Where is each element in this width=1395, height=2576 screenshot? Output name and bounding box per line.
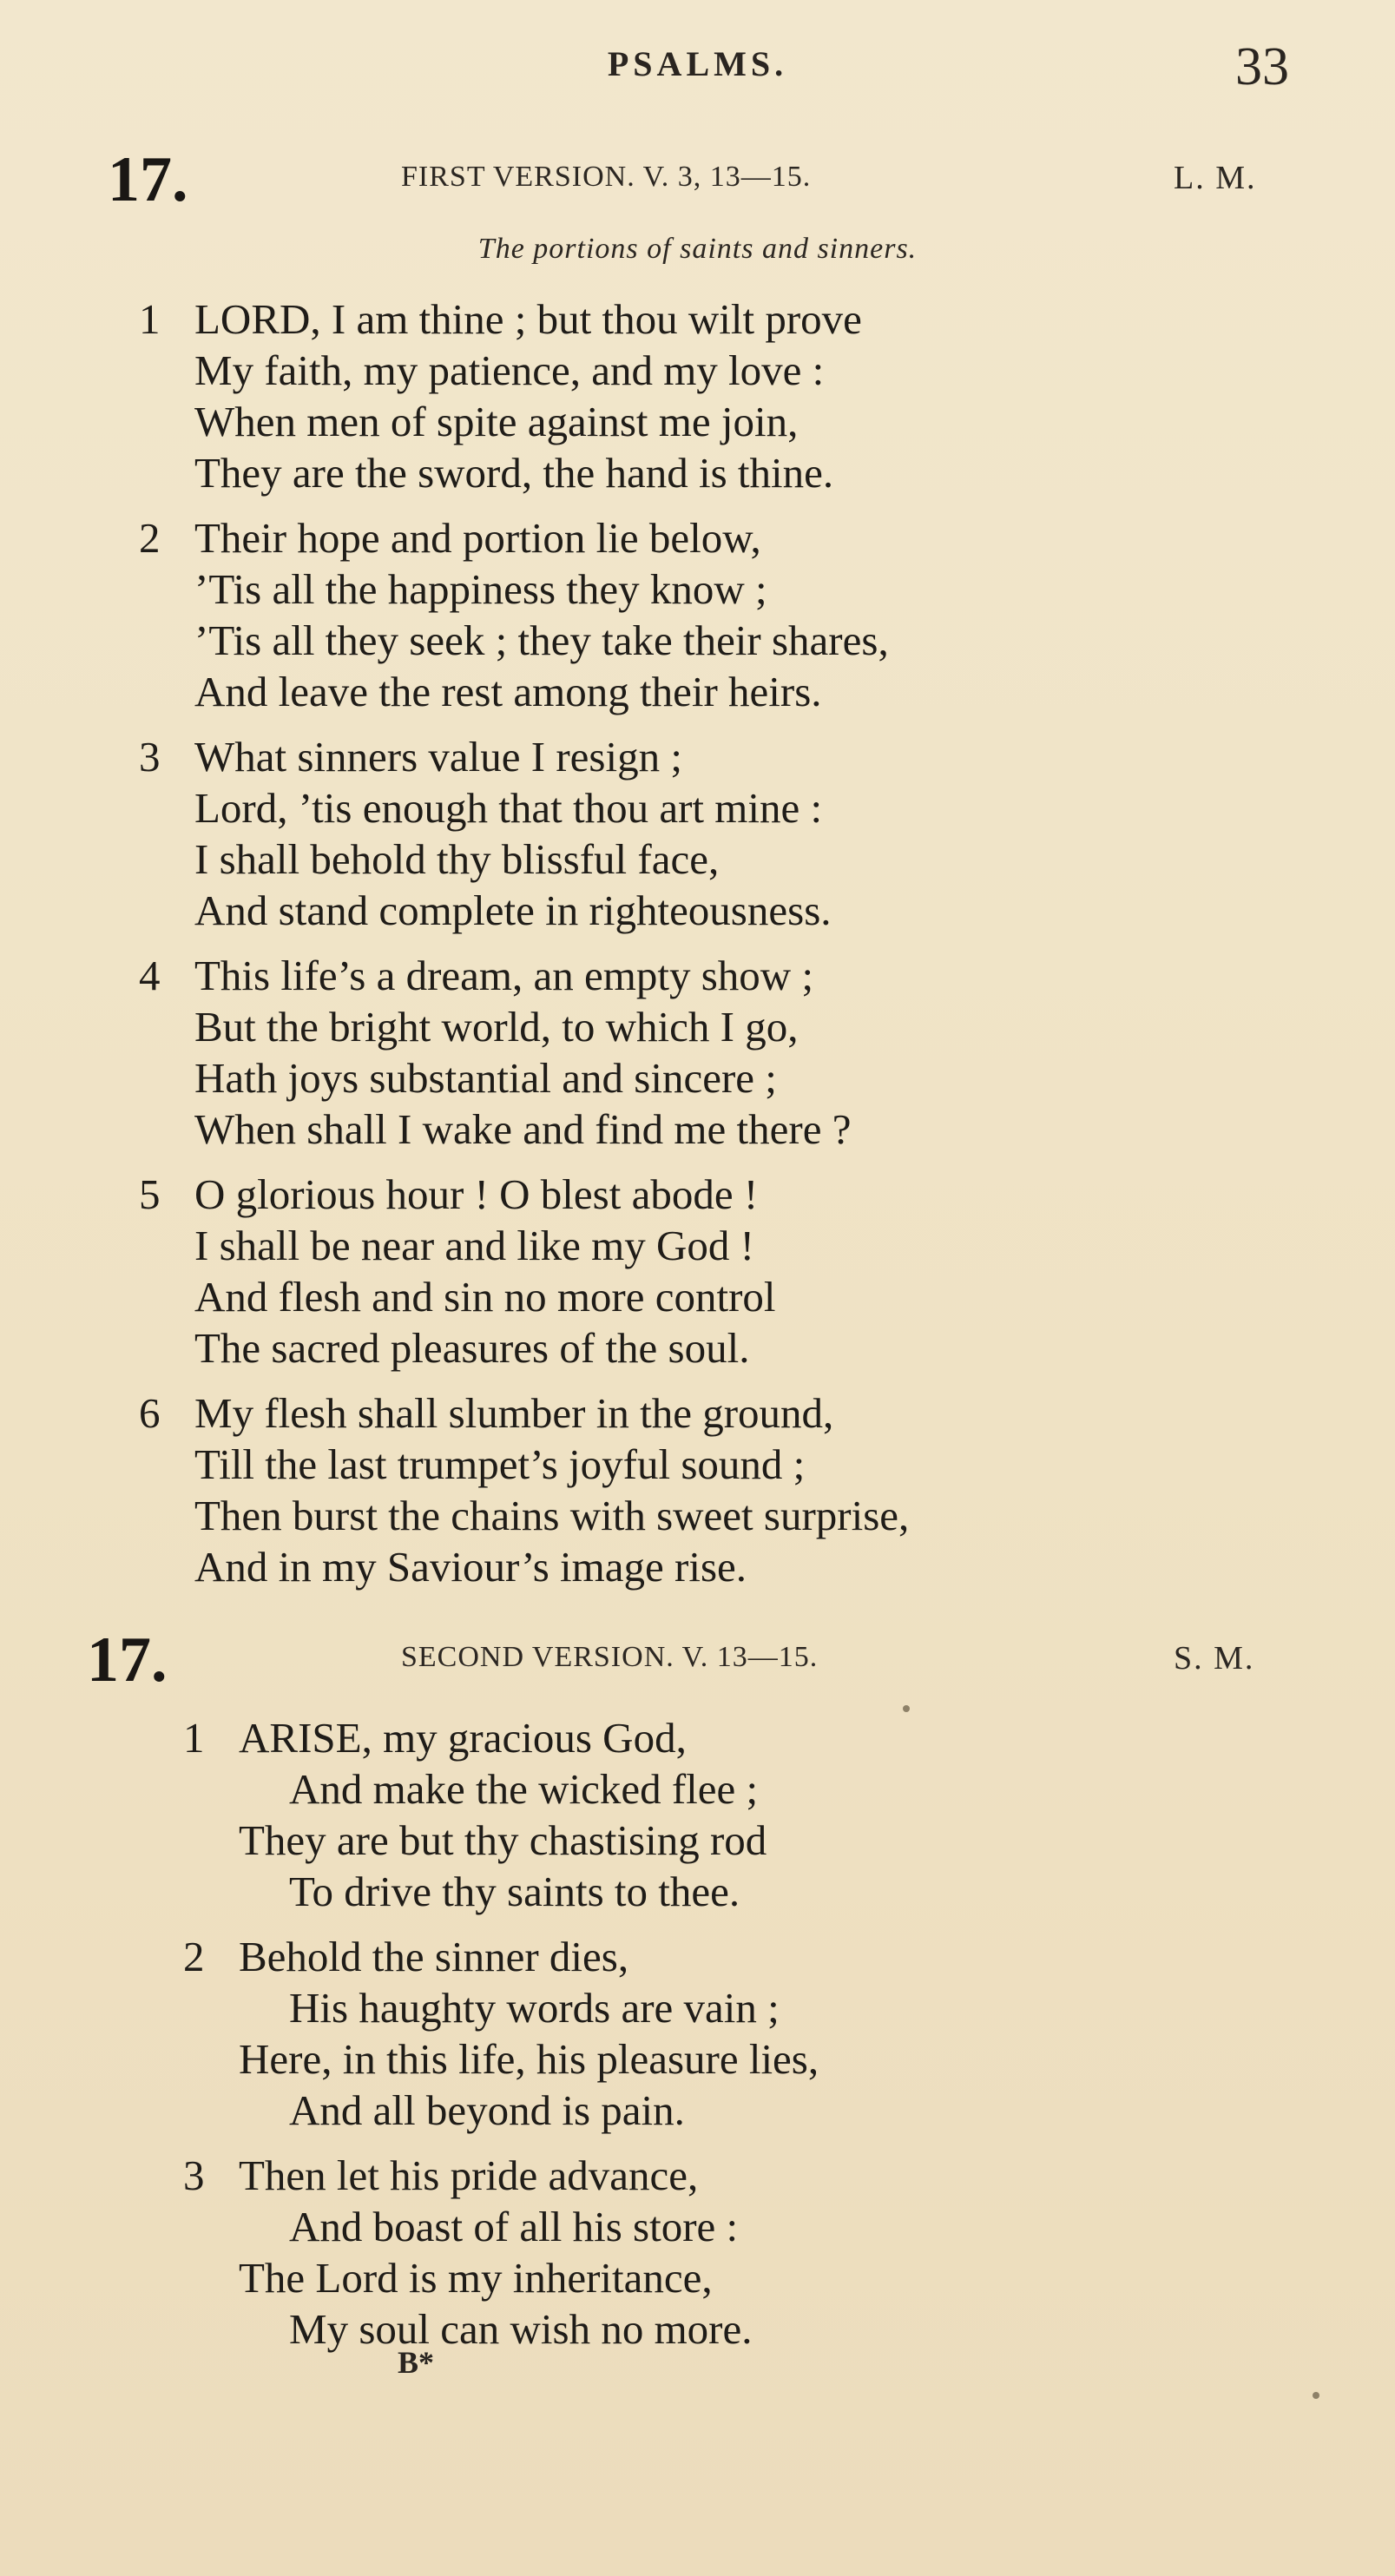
meter-label: S. M. <box>1174 1640 1255 1677</box>
verse-line: ’Tis all they seek ; they take their shares, <box>194 616 889 664</box>
verse-line: And stand complete in righteousness. <box>194 886 832 934</box>
verse-line: 2 Behold the sinner dies, <box>183 1933 629 1980</box>
verse-line: They are but thy chastising rod <box>239 1816 767 1864</box>
verse-line: 5 O glorious hour ! O blest abode ! <box>139 1170 759 1218</box>
stanza-number: 6 <box>139 1389 161 1437</box>
stanza-number: 2 <box>139 514 161 562</box>
version-title: SECOND VERSION. V. 13—15. <box>401 1641 819 1673</box>
stanza-number: 3 <box>183 2151 205 2199</box>
hymn-number: 17. <box>87 1624 168 1696</box>
verse-line: 2 Their hope and portion lie below, <box>139 514 761 562</box>
verse-line: And in my Saviour’s image rise. <box>194 1543 747 1591</box>
verse-line: 3 What sinners value I resign ; <box>139 733 682 781</box>
verse-line: The Lord is my inheritance, <box>239 2254 713 2302</box>
stanza-number: 2 <box>183 1933 205 1980</box>
running-head: PSALMS. <box>607 44 788 83</box>
stanza <box>183 2150 753 2355</box>
verse-line: And make the wicked flee ; <box>289 1765 759 1813</box>
stanza-number: 1 <box>139 295 161 343</box>
verse-line: 4 This life’s a dream, an empty show ; <box>139 952 814 999</box>
verse-line: And all beyond is pain. <box>289 2086 685 2134</box>
stanza-number: 3 <box>139 733 161 781</box>
verse-line: My soul can wish no more. <box>289 2305 753 2353</box>
page-number: 33 <box>1235 37 1289 96</box>
verse-line: To drive thy saints to thee. <box>289 1868 740 1915</box>
stanza <box>139 1169 776 1374</box>
ink-speck <box>1313 2392 1319 2399</box>
verse-line: And boast of all his store : <box>289 2203 739 2250</box>
verse-line: 6 My flesh shall slumber in the ground, <box>139 1389 834 1437</box>
verse-line: And flesh and sin no more control <box>194 1273 776 1321</box>
verse-line: My faith, my patience, and my love : <box>194 346 825 394</box>
stanza <box>183 1931 819 2136</box>
verse-line: I shall be near and like my God ! <box>194 1222 754 1269</box>
version-title: FIRST VERSION. V. 3, 13—15. <box>401 161 812 193</box>
verse-line: 1 ARISE, my gracious God, <box>183 1714 687 1762</box>
hymn-subtitle: The portions of saints and sinners. <box>477 233 918 265</box>
hymn-number: 17. <box>108 144 188 215</box>
verse-line: Here, in this life, his pleasure lies, <box>239 2035 819 2083</box>
verse-line: 1 LORD, I am thine ; but thou wilt prove <box>139 295 862 343</box>
signature-mark: B* <box>398 2345 435 2380</box>
stanza <box>139 1387 910 1592</box>
stanza <box>139 950 852 1155</box>
stanza-number: 1 <box>183 1714 205 1762</box>
verse-line: The sacred pleasures of the soul. <box>194 1324 750 1372</box>
verse-line: Then burst the chains with sweet surprise, <box>194 1492 910 1539</box>
verse-line: ’Tis all the happiness they know ; <box>194 565 767 613</box>
stanza-number: 4 <box>139 952 161 999</box>
verse-line: 3 Then let his pride advance, <box>183 2151 699 2199</box>
stanza <box>139 731 832 936</box>
stanza <box>183 1712 767 1917</box>
verse-line: They are the sword, the hand is thine. <box>194 449 834 497</box>
verse-line: When shall I wake and find me there ? <box>194 1105 852 1153</box>
verse-line: Till the last trumpet’s joyful sound ; <box>194 1440 806 1488</box>
meter-label: L. M. <box>1174 160 1257 196</box>
verse-line: Hath joys substantial and sincere ; <box>194 1054 777 1102</box>
verse-line: Lord, ’tis enough that thou art mine : <box>194 784 823 832</box>
stanza <box>139 293 862 498</box>
verse-line: And leave the rest among their heirs. <box>194 668 822 715</box>
verse-line: When men of spite against me join, <box>194 398 799 445</box>
stanza <box>139 512 889 717</box>
stanza-number: 5 <box>139 1170 161 1218</box>
verse-line: His haughty words are vain ; <box>289 1984 780 2032</box>
verse-line: But the bright world, to which I go, <box>194 1003 799 1051</box>
verse-line: I shall behold thy blissful face, <box>194 835 720 883</box>
ink-speck <box>903 1705 910 1712</box>
